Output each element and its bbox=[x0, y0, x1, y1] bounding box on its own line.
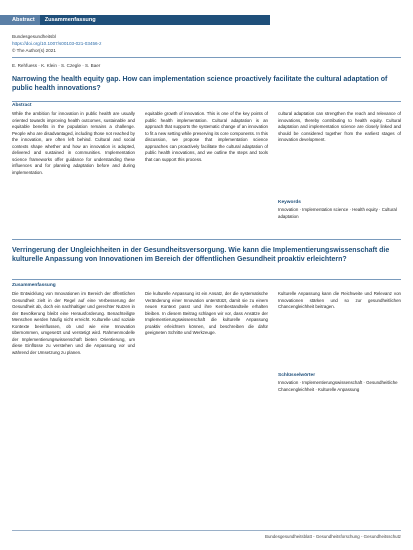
abstract-column-1 bbox=[12, 111, 135, 229]
abstract-text: While the ambition for innovation in public health are usually oriented towards improving health outcomes, sustainable and equitable benefits in the population remains a challenge. People who are disadvantaged, including those not reached by the innovation, are often left behind. Cultural and social contexts shape whether and how an innovation is adopted, delivered and sustained in communities. Implementation science frameworks offer guidance for understanding these influences and for planning adaptation before and during implementation. bbox=[12, 111, 135, 175]
tab-zusammenfassung[interactable]: Zusammenfassung bbox=[40, 15, 270, 25]
article-meta bbox=[12, 33, 101, 54]
title-german: Verringerung der Ungleichheiten in der Gesundheitsversorgung. Wie kann die Implementierungswissenschaft die kulturelle Anpassung von Innovationen im Bereich der öffentlichen Gesundheit proaktiv erleichtern? bbox=[12, 247, 390, 263]
footer-divider bbox=[12, 530, 401, 531]
abstract-text: equitable growth of innovation. This is one of the key points of public health implementation. Cultural adaptation is an approach that supports the systematic change of an innovation to fit a new setting while preserving its core components. In this discussion, we propose that implementation science approaches can proactively facilitate the cultural adaptation of public health innovations, and we outline the steps and tools that can support this process. bbox=[145, 111, 268, 162]
tab-abstract[interactable]: Abstract bbox=[0, 15, 40, 25]
divider bbox=[12, 279, 401, 280]
schluesselwoerter-label: Schlüsselwörter bbox=[278, 373, 316, 378]
schluesselwoerter-text: Innovation · Implementierungswissenschaft · Gesundheitliche Chancengleichheit · Kulturelle Anpassung bbox=[278, 380, 398, 392]
divider bbox=[12, 239, 401, 240]
copyright-notice: © The Author(s) 2021 bbox=[12, 48, 56, 53]
zusammenfassung-text: Kulturelle Anpassung kann die Reichweite und Relevanz von Innovationen stärken und so zur gesundheitlichen Chancengleichheit beitragen. bbox=[278, 291, 401, 310]
footer-journal: Bundesgesundheitsblatt - Gesundheitsforschung - Gesundheitsschutz bbox=[265, 534, 401, 539]
abstract-text: cultural adaptation can strengthen the reach and relevance of innovations, thereby contributing to health equity. Cultural adaptation and implementation science are closely linked and should be considered together from the earliest stages of innovation development. bbox=[278, 111, 401, 143]
doi-link[interactable]: https://doi.org/10.1007/s00103-021-03456-z bbox=[12, 41, 102, 46]
zusammenfassung-text: Die kulturelle Anpassung ist ein Ansatz, der die systematische Veränderung einer Innovation unterstützt, damit sie zu einem neuen Kontext passt und ihre Kernbestandteile erhalten bleiben. In diesem Beitrag schlagen wir vor, dass Ansätze der Implementierungswissenschaft die kulturelle Anpassung proaktiv erleichtern können, und beschreiben die dafür geeigneten Schritte und Werkzeuge. bbox=[145, 291, 268, 336]
header-tabs bbox=[0, 15, 270, 25]
divider bbox=[12, 57, 401, 58]
zusammenfassung-text: Die Entwicklung von Innovationen im Bereich der öffentlichen Gesundheit zielt in der Regel auf eine Verbesserung der Gesundheit ab, doch ein nachhaltiger und gerechter Nutzen in der Bevölkerung bleibt eine Herausforderung. Benachteiligte Menschen werden häufig nicht erreicht. Kulturelle und soziale Kontexte beeinflussen, ob und wie eine Innovation übernommen, umgesetzt und verstetigt wird. Rahmenmodelle der Implementierungswissenschaft bieten Orientierung, um diese Einflüsse zu verstehen und die Anpassung vor und während der Umsetzung zu planen. bbox=[12, 291, 135, 355]
abstract-label: Abstract bbox=[12, 103, 32, 108]
author-list: E. Rehfuess · K. Klein · S. Czegle · S. Baer bbox=[12, 63, 101, 68]
title-english: Narrowing the health equity gap. How can implementation science proactively facilitate the cultural adaptation of public health innovations? bbox=[12, 76, 388, 92]
divider bbox=[12, 101, 401, 102]
zusammenfassung-column-1 bbox=[12, 291, 135, 521]
abstract-column-2 bbox=[145, 111, 268, 229]
journal-name: Bundesgesundheitsbl bbox=[12, 34, 56, 39]
zusammenfassung-label: Zusammenfassung bbox=[12, 283, 56, 288]
keywords-label: Keywords bbox=[278, 200, 301, 205]
abstract-column-3 bbox=[278, 111, 401, 183]
keywords-text: Innovation · Implementation science · Health equity · Cultural adaptation bbox=[278, 207, 397, 219]
zusammenfassung-column-2 bbox=[145, 291, 268, 521]
zusammenfassung-column-3 bbox=[278, 291, 401, 367]
